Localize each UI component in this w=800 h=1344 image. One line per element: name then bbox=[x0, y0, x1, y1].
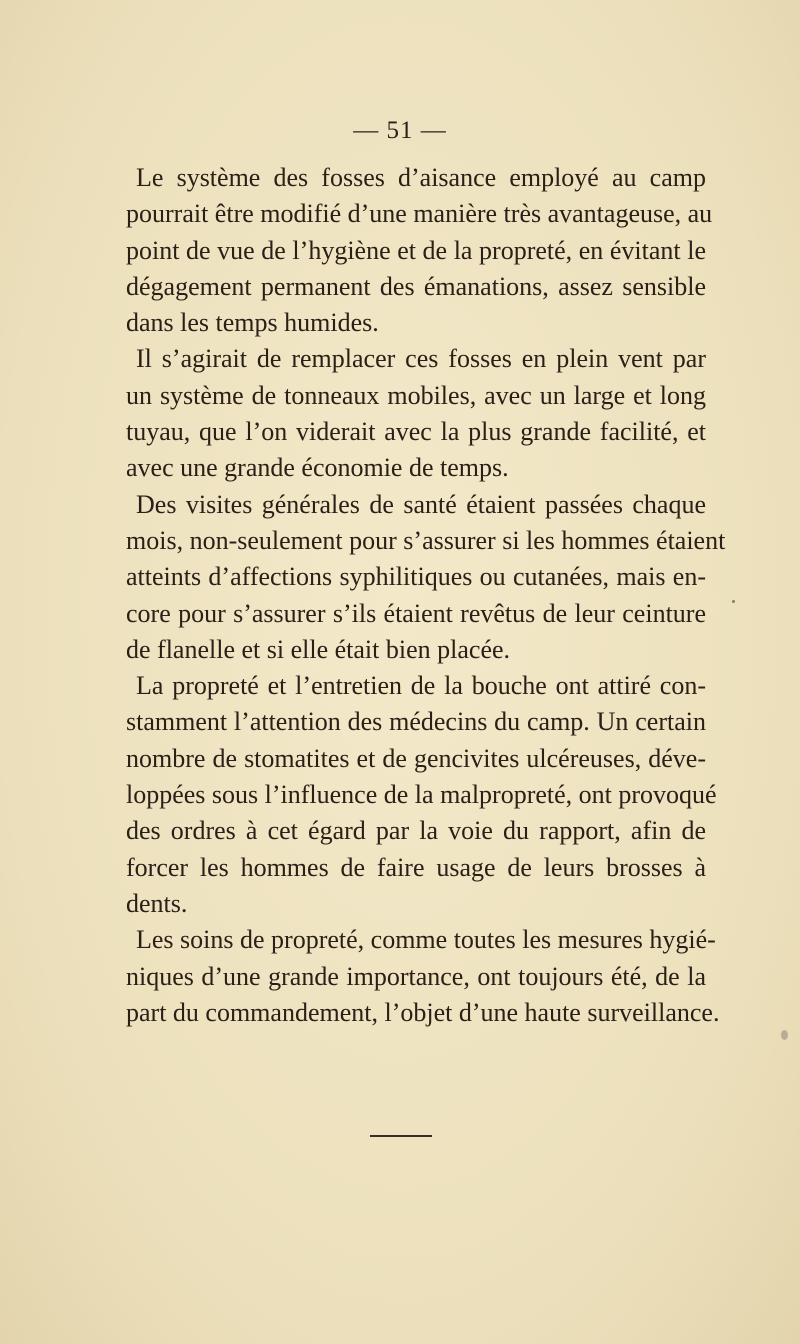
text-line: pourrait être modifié d’une manière très avantageuse, au bbox=[126, 199, 713, 229]
paragraph-4 bbox=[126, 668, 717, 922]
text-line: niques d’une grande importance, ont toujours été, de la bbox=[126, 961, 706, 991]
text-line: un système de tonneaux mobiles, avec un large et long bbox=[126, 380, 706, 410]
text-line: core pour s’assurer s’ils étaient revêtus de leur ceinture bbox=[126, 598, 706, 628]
text-line: de flanelle et si elle était bien placée. bbox=[126, 634, 511, 664]
text-line: tuyau, que l’on viderait avec la plus grande facilité, et bbox=[126, 417, 706, 447]
text-line: Des visites générales de santé étaient passées chaque bbox=[136, 489, 706, 519]
page-number: — 51 — bbox=[353, 117, 447, 144]
body-text bbox=[126, 160, 726, 1031]
text-line: point de vue de l’hygiène et de la propreté, en évitant le bbox=[126, 235, 706, 265]
paper-speck bbox=[781, 1030, 788, 1040]
text-line: Les soins de propreté, comme toutes les mesures hygié- bbox=[136, 925, 716, 955]
paragraph-2 bbox=[126, 341, 706, 486]
paper-speck bbox=[732, 600, 735, 603]
paragraph-3 bbox=[126, 487, 726, 668]
text-line: La propreté et l’entretien de la bouche ont attiré con- bbox=[136, 671, 706, 701]
text-line: des ordres à cet égard par la voie du rapport, afin de bbox=[126, 816, 706, 846]
text-line: forcer les hommes de faire usage de leurs brosses à bbox=[126, 852, 706, 882]
text-line: atteints d’affections syphilitiques ou cutanées, mais en- bbox=[126, 562, 706, 592]
text-line: dégagement permanent des émanations, assez sensible bbox=[126, 271, 706, 301]
text-line: dents. bbox=[126, 888, 188, 918]
text-line: stamment l’attention des médecins du camp. Un certain bbox=[126, 707, 706, 737]
text-line: Le système des fosses d’aisance employé au camp bbox=[136, 163, 706, 192]
end-rule bbox=[370, 1135, 432, 1137]
text-line: mois, non-seulement pour s’assurer si les hommes étaient bbox=[126, 525, 726, 555]
text-line: part du commandement, l’objet d’une haute surveillance. bbox=[126, 997, 720, 1027]
paragraph-5 bbox=[126, 922, 720, 1031]
text-line: dans les temps humides. bbox=[126, 308, 379, 338]
text-line: avec une grande économie de temps. bbox=[126, 453, 509, 483]
paragraph-1 bbox=[126, 160, 713, 341]
text-line: loppées sous l’influence de la malpropreté, ont provoqué bbox=[126, 780, 717, 810]
text-line: nombre de stomatites et de gencivites ulcéreuses, déve- bbox=[126, 743, 706, 773]
text-line: Il s’agirait de remplacer ces fosses en plein vent par bbox=[136, 344, 706, 374]
